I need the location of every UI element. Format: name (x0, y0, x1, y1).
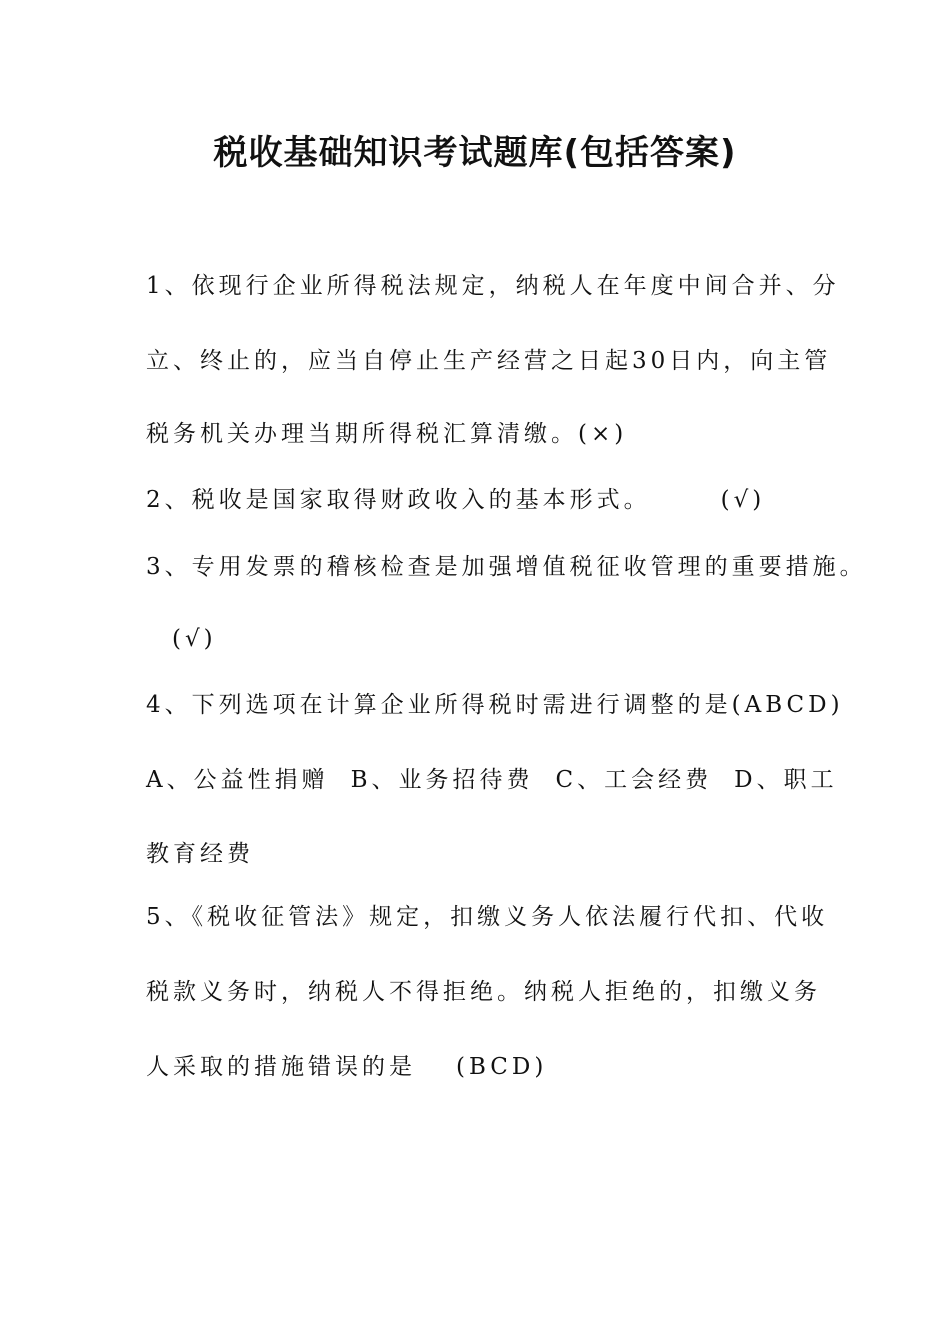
option-c: C、工会经费 (555, 767, 713, 793)
question-2-text: 2、税收是国家取得财政收入的基本形式。 (146, 487, 651, 513)
question-5-line-2: 税款义务时，纳税人不得拒绝。纳税人拒绝的，扣缴义务 (146, 979, 821, 1005)
question-3-line-1: 3、专用发票的稽核检查是加强增值税征收管理的重要措施。 (146, 554, 867, 580)
question-2-answer: (√) (720, 487, 766, 513)
question-5-line-1: 5、《税收征管法》规定，扣缴义务人依法履行代扣、代收 (146, 904, 829, 930)
question-5-line-3 (146, 1049, 547, 1085)
question-4-options (146, 762, 838, 798)
question-5-answer: (BCD) (456, 1054, 548, 1080)
option-b: B、业务招待费 (350, 767, 534, 793)
question-1-line-2: 立、终止的，应当自停止生产经营之日起30日内，向主管 (146, 348, 832, 374)
question-4-line-3: 教育经费 (146, 841, 254, 867)
question-5-text: 人采取的措施错误的是 (146, 1054, 416, 1080)
document-title: 税收基础知识考试题库(包括答案) (213, 133, 737, 173)
question-1-line-3: 税务机关办理当期所得税汇算清缴。(×) (146, 421, 628, 447)
question-2 (146, 482, 765, 518)
question-3-answer: (√) (172, 626, 217, 652)
option-d: D、职工 (734, 767, 838, 793)
question-1-line-1: 1、依现行企业所得税法规定，纳税人在年度中间合并、分 (146, 273, 840, 299)
option-a: A、公益性捐赠 (146, 767, 329, 793)
question-4-line-1: 4、下列选项在计算企业所得税时需进行调整的是(ABCD) (146, 692, 844, 718)
